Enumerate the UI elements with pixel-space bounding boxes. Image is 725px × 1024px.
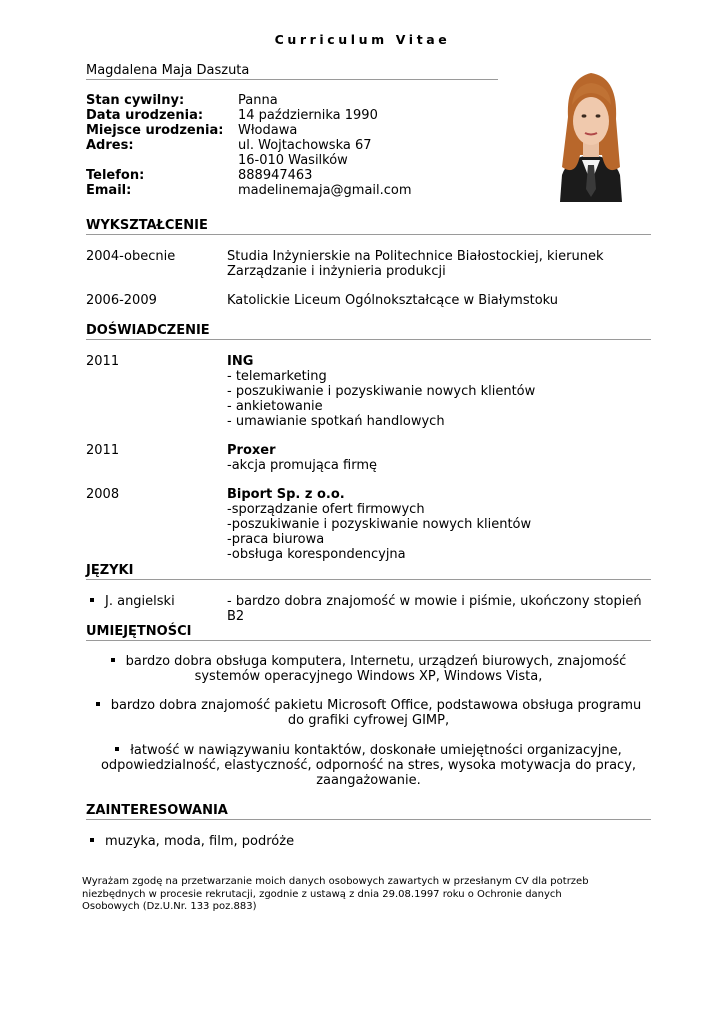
section-heading-education: WYKSZTAŁCENIE [86, 218, 651, 235]
skill-text: bardzo dobra znajomość pakietu Microsoft Office, podstawowa obsługa programu do grafiki cyfrowej GIMP, [110, 698, 642, 728]
personal-label: Adres: [86, 138, 134, 153]
language-entry [86, 594, 656, 624]
personal-label: Miejsce urodzenia: [86, 123, 224, 138]
experience-entry [86, 487, 656, 562]
entry-period: 2006-2009 [86, 293, 157, 308]
duty-item: - telemarketing [227, 369, 327, 384]
language-level: - bardzo dobra znajomość w mowie i piśmie, ukończony stopień B2 [227, 594, 642, 624]
interests-item [90, 834, 294, 849]
document-title: Curriculum Vitae [274, 32, 451, 47]
bullet-icon [90, 598, 94, 602]
personal-value: madelinemaja@gmail.com [238, 183, 412, 198]
language-name: J. angielski [105, 594, 175, 609]
duty-item: -praca biurowa [227, 532, 325, 547]
entry-text: Studia Inżynierskie na Politechnice Białostockiej, kierunek Zarządzanie i inżynieria produkcji [227, 249, 604, 279]
company-name: Proxer [227, 443, 276, 458]
personal-row-phone [86, 168, 412, 183]
skill-text: łatwość w nawiązywaniu kontaktów, doskonałe umiejętności organizacyjne, odpowiedzialność, elastyczność, odporność na stres, wysoka motywacja do pracy, zaangażowanie. [100, 743, 637, 788]
personal-label: Stan cywilny: [86, 93, 185, 108]
bullet-icon [111, 658, 115, 662]
skill-item [86, 698, 651, 728]
personal-label: Telefon: [86, 168, 145, 183]
personal-info [86, 93, 412, 198]
experience-entry [86, 354, 656, 429]
entry-period: 2011 [86, 443, 120, 458]
personal-row-address [86, 138, 412, 168]
personal-row-birthplace [86, 123, 412, 138]
personal-row-email [86, 183, 412, 198]
skill-item [86, 743, 651, 788]
bullet-icon [90, 838, 94, 842]
section-heading-languages: JĘZYKI [86, 563, 651, 580]
bullet-icon [115, 747, 119, 751]
personal-value: Panna [238, 93, 278, 108]
personal-row-birthdate [86, 108, 412, 123]
personal-value: 888947463 [238, 168, 313, 183]
entry-text: Katolickie Liceum Ogólnokształcące w Białymstoku [227, 293, 559, 308]
section-heading-skills: UMIEJĘTNOŚCI [86, 624, 651, 641]
company-name: Biport Sp. z o.o. [227, 487, 345, 502]
personal-label: Email: [86, 183, 132, 198]
personal-value: ul. Wojtachowska 67 16-010 Wasilków [238, 138, 372, 168]
entry-period: 2008 [86, 487, 120, 502]
duty-item: -poszukiwanie i pozyskiwanie nowych klientów [227, 517, 532, 532]
education-entry [86, 293, 656, 308]
profile-photo [536, 63, 646, 202]
skill-item [86, 654, 651, 684]
bullet-icon [96, 702, 100, 706]
skill-text: bardzo dobra obsługa komputera, Internetu, urządzeń biurowych, znajomość systemów operacyjnego Windows XP, Windows Vista, [125, 654, 627, 684]
company-name: ING [227, 354, 254, 369]
data-processing-consent: Wyrażam zgodę na przetwarzanie moich danych osobowych zawartych w przesłanym CV dla potrzeb niezbędnych w procesie rekrutacji, zgodnie z ustawą z dnia 29.08.1997 roku o Ochronie danych Osobowych (Dz.U.Nr. 133 poz.883) [82, 876, 589, 912]
education-entry [86, 249, 656, 279]
section-heading-experience: DOŚWIADCZENIE [86, 323, 651, 340]
duty-item: - umawianie spotkań handlowych [227, 414, 445, 429]
personal-row-marital [86, 93, 412, 108]
personal-value: Włodawa [238, 123, 298, 138]
section-heading-interests: ZAINTERESOWANIA [86, 803, 651, 820]
duty-item: - ankietowanie [227, 399, 323, 414]
interests-text: muzyka, moda, film, podróże [105, 834, 295, 849]
entry-period: 2011 [86, 354, 120, 369]
full-name: Magdalena Maja Daszuta [86, 63, 498, 80]
duty-item: -akcja promująca firmę [227, 458, 378, 473]
experience-entry [86, 443, 656, 473]
duty-item: -obsługa korespondencyjna [227, 547, 406, 562]
duty-item: - poszukiwanie i pozyskiwanie nowych klientów [227, 384, 536, 399]
personal-value: 14 października 1990 [238, 108, 378, 123]
entry-period: 2004-obecnie [86, 249, 176, 264]
duty-item: -sporządzanie ofert firmowych [227, 502, 425, 517]
personal-label: Data urodzenia: [86, 108, 204, 123]
